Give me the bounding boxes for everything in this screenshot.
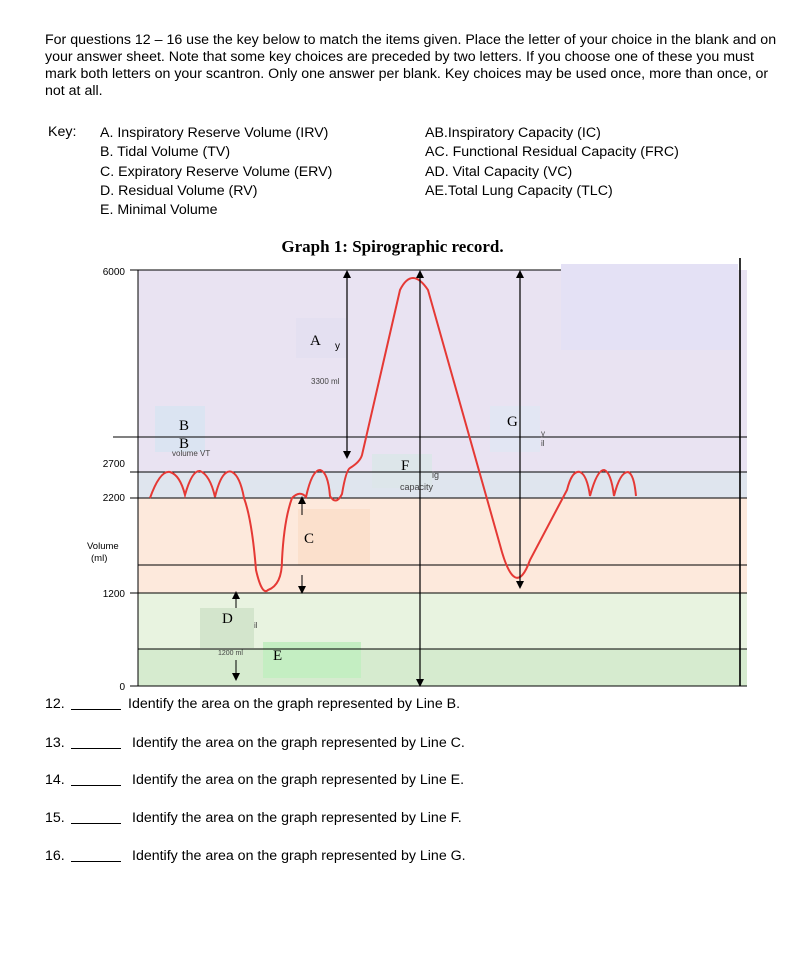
zone-tidal (138, 437, 747, 472)
question-16 (45, 848, 466, 864)
answer-blank[interactable] (71, 696, 121, 710)
y-tick-1200: 1200 (102, 589, 125, 600)
label-b-1: B (179, 418, 190, 434)
fragment-ig: ig (432, 470, 440, 480)
overlay-box-top-right (561, 264, 738, 350)
question-text: Identify the area on the graph represented by Line G. (132, 848, 466, 864)
key-item-c: C. Expiratory Reserve Volume (ERV) (100, 163, 333, 180)
question-number: 14. (45, 772, 65, 788)
key-item-ae: AE.Total Lung Capacity (TLC) (425, 182, 613, 199)
label-g: G (507, 414, 518, 430)
fragment-il: il (541, 439, 545, 448)
key-label: Key: (48, 124, 77, 140)
graph-title: Graph 1: Spirographic record. (281, 237, 504, 256)
answer-blank[interactable] (71, 810, 121, 824)
question-text: Identify the area on the graph represented by Line F. (132, 810, 462, 826)
key-item-ad: AD. Vital Capacity (VC) (425, 163, 573, 180)
label-a: A (310, 333, 321, 349)
overlay-box-a (296, 318, 346, 358)
y-tick-2200: 2200 (102, 493, 125, 504)
zone-tidal-lower (138, 472, 747, 498)
key-item-e: E. Minimal Volume (100, 202, 218, 219)
y-axis-label-unit: (ml) (91, 553, 108, 564)
fragment-capacity: capacity (400, 482, 434, 492)
fragment-y2: y (541, 429, 545, 438)
label-d: D (222, 611, 233, 627)
label-c: C (304, 531, 315, 547)
fragment-vt: volume VT (172, 449, 211, 458)
label-f: F (401, 458, 410, 474)
key-item-ab: AB.Inspiratory Capacity (IC) (425, 125, 601, 141)
question-number: 16. (45, 848, 65, 864)
question-text: Identify the area on the graph represented by Line E. (132, 772, 465, 788)
y-tick-2700: 2700 (102, 459, 125, 470)
key-item-b: B. Tidal Volume (TV) (100, 144, 231, 161)
fragment-y1: y (335, 341, 340, 352)
fragment-3300ml: 3300 ml (311, 377, 340, 386)
zone-erv (138, 498, 747, 593)
y-tick-6000: 6000 (102, 267, 125, 278)
question-number: 13. (45, 735, 65, 751)
question-15 (45, 810, 462, 826)
question-number: 15. (45, 810, 65, 826)
y-tick-0: 0 (119, 682, 125, 693)
question-number: 12. (45, 696, 65, 712)
key-item-d: D. Residual Volume (RV) (100, 182, 258, 199)
label-b-2: B (179, 436, 190, 452)
question-12 (45, 696, 461, 712)
question-text: Identify the area on the graph represented by Line B. (128, 696, 461, 712)
answer-blank[interactable] (71, 848, 121, 862)
y-axis-label-volume: Volume (87, 541, 119, 552)
question-14 (45, 772, 465, 788)
answer-blank[interactable] (71, 735, 121, 749)
key-item-ac: AC. Functional Residual Capacity (FRC) (425, 144, 679, 161)
fragment-d-il: il (254, 621, 258, 630)
label-e: E (273, 648, 283, 664)
answer-blank[interactable] (71, 772, 121, 786)
instructions-paragraph: For questions 12 – 16 use the key below to match the items given. Place the letter of your choice in the blank and on your answer sheet. Note that some key choices are preceded by two letters. If you choose one of these you must mark both letters on your scantron. Only one answer per blank. Key choices may be used once, more than once, or not at all. (45, 32, 777, 99)
question-13 (45, 735, 465, 751)
key-item-a: A. Inspiratory Reserve Volume (IRV) (100, 125, 329, 141)
fragment-1200ml: 1200 ml (218, 650, 243, 657)
question-text: Identify the area on the graph represented by Line C. (132, 735, 465, 751)
